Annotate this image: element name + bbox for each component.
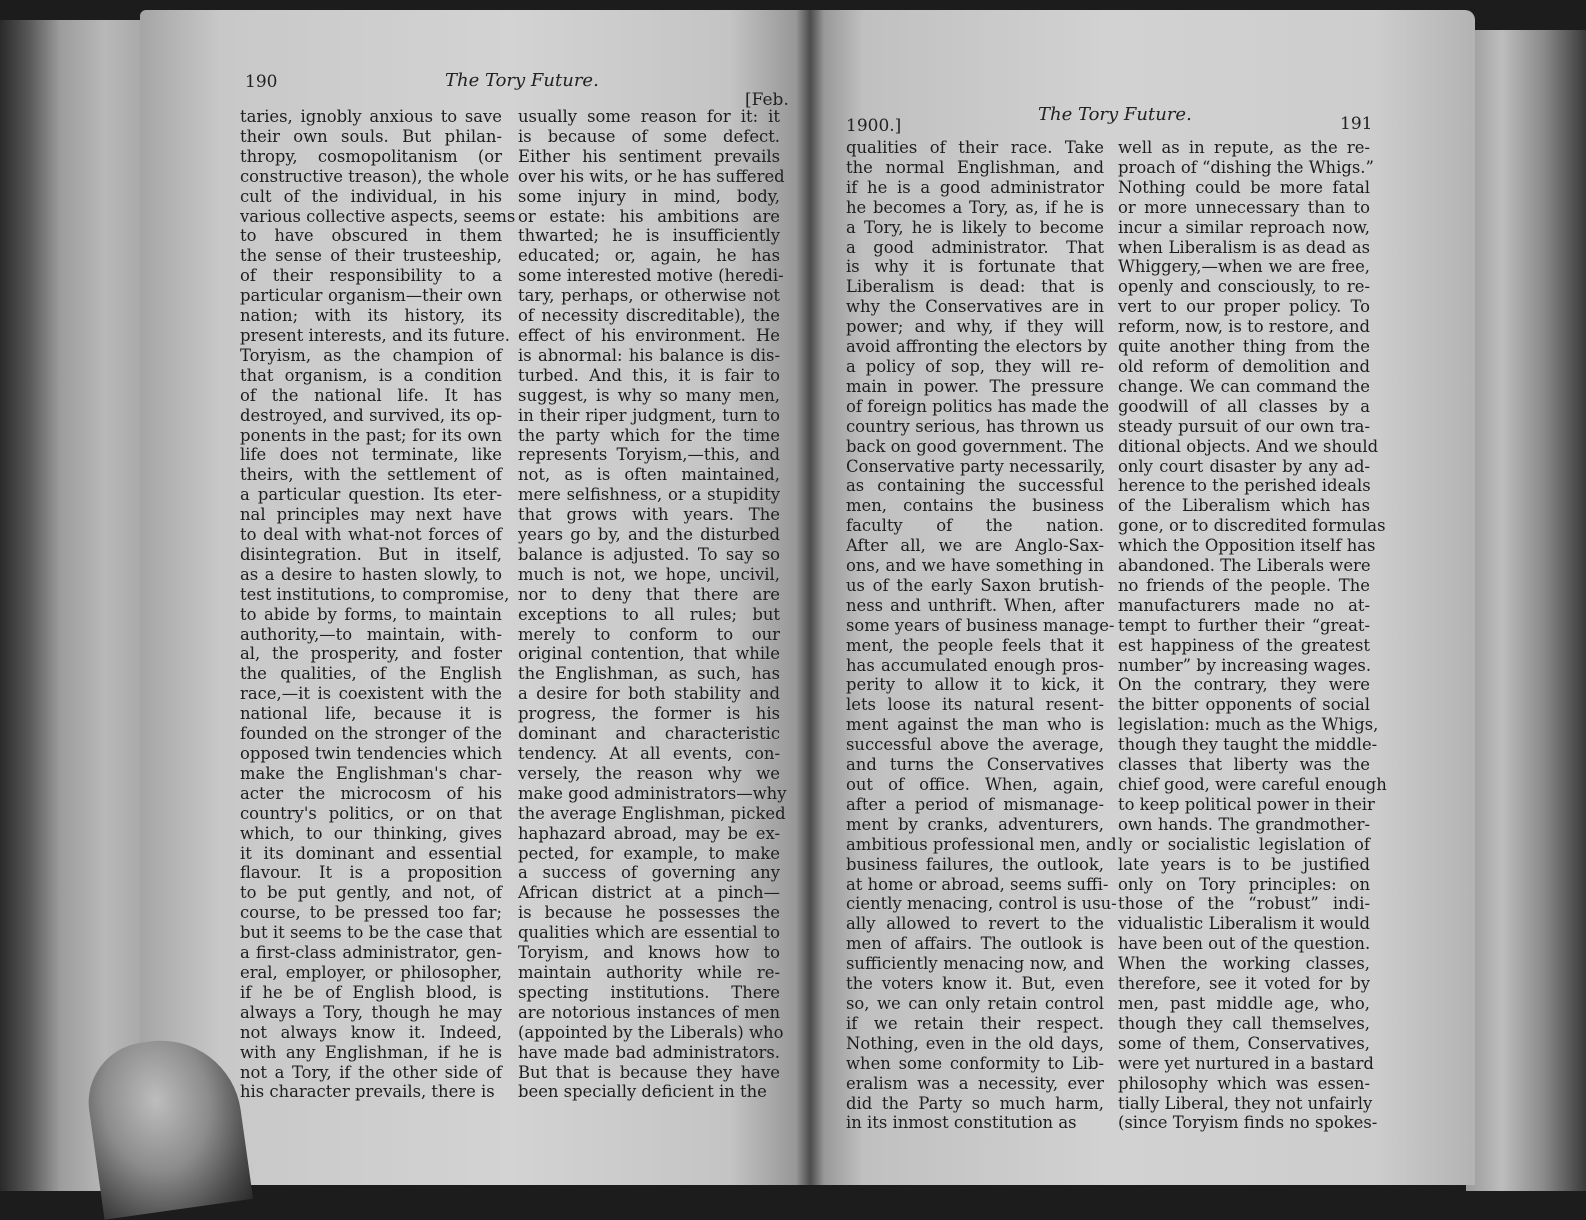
text-line: Either his sentiment prevails [518,146,780,166]
text-line: men of affairs. The outlook is [846,934,1104,954]
right-page-number: 191 [1340,114,1373,134]
text-line: ambitious professional men, and [846,834,1117,854]
text-line: thropy, cosmopolitanism (or [240,146,502,166]
text-line: is why it is fortunate that [846,257,1104,277]
text-line: eralism was a necessity, ever [846,1073,1104,1093]
text-line: legislation: much as the Whigs, [1118,715,1379,735]
left-page [140,10,810,1185]
text-line: why the Conservatives are in [846,297,1104,317]
text-line: men, past middle age, who, [1118,993,1370,1013]
text-line: specting institutions. There [518,982,780,1002]
text-line: a Tory, he is likely to become [846,217,1104,237]
text-line: with any Englishman, if he is [240,1042,502,1062]
text-line: have been out of the question. [1118,934,1371,954]
text-line: suggest, is why so many men, [518,385,780,405]
text-line: if he be of English blood, is [240,982,502,1002]
text-line: the Englishman, as such, has [518,664,780,684]
text-line: incur a similar reproach now, [1118,217,1370,237]
text-line: the normal Englishman, and [846,157,1104,177]
text-line: therefore, see it voted for by [1118,974,1370,994]
text-line: openly and consciously, to re- [1118,277,1370,297]
text-line: faculty of the nation. [846,516,1104,536]
text-line: some injury in mind, body, [518,186,780,206]
right-page-edges [1466,30,1586,1191]
text-line: Toryism, as the champion of [240,345,502,365]
text-line: a success of governing any [518,863,780,883]
text-line: On the contrary, they were [1118,675,1370,695]
book-gutter [796,10,824,1185]
text-line: the average Englishman, picked [518,803,786,823]
text-line: make good administrators—why [518,783,787,803]
right-column-2 [1118,138,1387,1133]
text-line: are notorious instances of men [518,1002,780,1022]
text-line: main in power. The pressure [846,376,1104,396]
text-line: is because he possesses the [518,903,780,923]
text-line: tendency. At all events, con- [518,744,780,763]
text-line: always a Tory, though he may [240,1002,502,1022]
text-line: lets loose its natural resent- [846,695,1104,715]
text-line: over his wits, or he has suffered [518,166,785,186]
text-line: Nothing, even in the old days, [846,1033,1104,1053]
text-line: us of the early Saxon brutish- [846,575,1104,595]
text-line: or more unnecessary than to [1118,197,1370,217]
text-line: thwarted; he is insufficiently [518,226,780,246]
text-line: which the Opposition itself has [1118,536,1376,556]
text-line: only court disaster by any ad- [1118,456,1370,476]
text-line: various collective aspects, seems [240,206,516,226]
text-line: qualities which are essential to [518,923,780,943]
text-line: ment by cranks, adventurers, [846,814,1104,834]
left-date-mark: [Feb. [745,90,789,110]
text-line: in their riper judgment, turn to [518,405,780,425]
text-line: successful above the average, [846,735,1104,755]
text-line: vert to our proper policy. To [1118,297,1370,317]
text-line: and turns the Conservatives [846,755,1104,775]
text-line: When the working classes, [1118,954,1370,974]
text-line: in its inmost constitution as [846,1113,1077,1133]
text-line: to be put gently, and not, of [240,883,502,903]
text-line: national life, because it is [240,704,502,724]
text-line: business failures, the outlook, [846,854,1104,874]
text-line: After all, we are Anglo-Sax- [846,536,1104,556]
text-line: did the Party so much harm, [846,1093,1104,1113]
text-line: particular organism—their own [240,286,502,306]
text-line: of the national life. It has [240,385,502,405]
text-line: Nothing could be more fatal [1118,177,1370,197]
text-line: Whiggery,—when we are free, [1118,257,1370,277]
text-line: abandoned. The Liberals were [1118,556,1371,576]
text-line: balance is adjusted. To say so [518,544,780,564]
text-line: nation; with its history, its [240,306,502,326]
text-line: out of office. When, again, [846,775,1104,794]
text-line: as a desire to hasten slowly, to [240,564,502,584]
text-line: ciently menacing, control is usu- [846,894,1117,914]
text-line: Conservative party necessarily, [846,456,1106,476]
text-line: flavour. It is a proposition [240,863,502,883]
text-line: ment against the man who is [846,715,1104,735]
text-line: the party which for the time [518,425,780,445]
text-line: constructive treason), the whole [240,166,510,186]
text-line: when Liberalism is as dead as [1118,237,1370,257]
text-line: ment, the people feels that it [846,635,1104,655]
text-line: the voters know it. But, even [846,974,1104,994]
text-line: men, contains the business [846,496,1104,516]
text-line: ly or socialistic legislation of [1118,834,1370,854]
text-line: gone, or to discredited formulas [1118,516,1386,536]
text-line: have made bad administrators. [518,1042,780,1062]
text-line: own hands. The grandmother- [1118,814,1370,834]
text-line: change. We can command the [1118,376,1370,396]
text-line: sufficiently menacing now, and [846,954,1104,974]
text-line: a good administrator. That [846,237,1104,257]
text-line: of the Liberalism which has [1118,496,1370,516]
text-line: some of them, Conservatives, [1118,1033,1370,1053]
text-line: quite another thing from the [1118,337,1370,357]
text-line: merely to conform to our [518,624,780,644]
left-column-2 [518,107,787,1102]
text-line: turbed. And this, it is fair to [518,365,780,385]
text-line: country serious, has thrown us [846,416,1104,436]
text-line: theirs, with the settlement of [240,465,502,485]
text-line: of foreign politics has made the [846,396,1110,416]
text-line: make the Englishman's char- [240,763,502,783]
text-line: as containing the successful [846,476,1104,496]
text-line: al, the prosperity, and foster [240,644,502,664]
text-line: been specially deficient in the [518,1082,767,1102]
text-line: is because of some defect. [518,126,780,146]
text-line: progress, the former is his [518,704,780,724]
text-line: ness and unthrift. When, after [846,595,1104,615]
text-line: the sense of their trusteeship, [240,246,502,266]
text-line: or estate: his ambitions are [518,206,780,226]
text-line: when some conformity to Lib- [846,1053,1104,1073]
text-line: test institutions, to compromise, [240,584,510,604]
text-line: represents Toryism,—this, and [518,445,780,465]
text-line: mere selfishness, or a stupidity [518,485,780,505]
right-page [810,10,1475,1185]
text-line: not always know it. Indeed, [240,1022,502,1042]
text-line: versely, the reason why we [518,763,780,783]
text-line: exceptions to all rules; but [518,604,780,624]
right-date-mark: 1900.] [846,116,902,136]
text-line: pected, for example, to make [518,843,780,863]
text-line: qualities of their race. Take [846,138,1104,157]
text-line: not a Tory, if the other side of [240,1062,502,1082]
text-line: of necessity discreditable), the [518,306,780,326]
left-page-edges [0,20,150,1191]
text-line: reform, now, is to restore, and [1118,317,1370,337]
text-line: years go by, and the disturbed [518,525,780,545]
text-line: a first-class administrator, gen- [240,943,502,963]
text-line: which, to our thinking, gives [240,823,502,843]
text-line: those of the “robust” indi- [1118,894,1370,914]
left-running-title: The Tory Future. [445,70,599,91]
text-line: were yet nurtured in a bastard [1118,1053,1374,1073]
text-line: at home or abroad, seems suffi- [846,874,1109,894]
text-line: educated; or, again, he has [518,246,780,266]
left-page-number: 190 [245,72,278,92]
text-line: ponents in the past; for its own [240,425,502,445]
text-line: but it seems to be the case that [240,923,502,943]
text-line: no friends of the people. The [1118,575,1370,595]
right-running-title: The Tory Future. [1038,104,1192,125]
text-line: maintain authority while re- [518,962,780,982]
right-column-1 [846,138,1117,1133]
text-line: usually some reason for it: it [518,107,780,126]
text-line: the bitter opponents of social [1118,695,1370,715]
text-line: vidualistic Liberalism it would [1118,914,1370,934]
text-line: destroyed, and survived, its op- [240,405,502,425]
text-line: race,—it is coexistent with the [240,684,502,704]
text-line: avoid affronting the electors by [846,337,1108,357]
text-line: acter the microcosm of his [240,783,502,803]
text-line: ally allowed to revert to the [846,914,1104,934]
text-line: opposed twin tendencies which [240,744,502,763]
text-line: some years of business manage- [846,615,1115,635]
text-line: authority,—to maintain, with- [240,624,502,644]
text-line: nal principles may next have [240,505,502,525]
text-line: much is not, we hope, uncivil, [518,564,780,584]
text-line: ditional objects. And we should [1118,436,1379,456]
text-line: perity to allow it to kick, it [846,675,1104,695]
text-line: that organism, is a condition [240,365,502,385]
text-line: philosophy which was essen- [1118,1073,1370,1093]
text-line: tially Liberal, they not unfairly [1118,1093,1373,1113]
text-line: life does not terminate, like [240,445,502,465]
text-line: only on Tory principles: on [1118,874,1370,894]
text-line: their own souls. But philan- [240,126,502,146]
text-line: goodwill of all classes by a [1118,396,1370,416]
text-line: dominant and characteristic [518,724,780,744]
text-line: Toryism, and knows how to [518,943,780,963]
text-line: though they call themselves, [1118,1013,1370,1033]
text-line: But that is because they have [518,1062,780,1082]
text-line: has accumulated enough pros- [846,655,1104,675]
text-line: to abide by forms, to maintain [240,604,502,624]
text-line: though they taught the middle- [1118,735,1378,755]
text-line: his character prevails, there is [240,1082,495,1102]
text-line: country's politics, or on that [240,803,502,823]
text-line: (appointed by the Liberals) who [518,1022,784,1042]
text-line: well as in repute, as the re- [1118,138,1370,157]
text-line: herence to the perished ideals [1118,476,1371,496]
text-line: old reform of demolition and [1118,356,1370,376]
text-line: disintegration. But in itself, [240,544,502,564]
text-line: steady pursuit of our own tra- [1118,416,1370,436]
text-line: the qualities, of the English [240,664,502,684]
text-line: African district at a pinch— [518,883,780,903]
text-line: late years is to be justified [1118,854,1370,874]
text-line: number” by increasing wages. [1118,655,1372,675]
text-line: course, to be pressed too far; [240,903,502,923]
left-column-1 [240,107,516,1102]
text-line: ons, and we have something in [846,556,1104,576]
text-line: not, as is often maintained, [518,465,780,485]
text-line: taries, ignobly anxious to save [240,107,502,126]
text-line: a desire for both stability and [518,684,780,704]
text-line: tary, perhaps, or otherwise not [518,286,780,306]
text-line: so, we can only retain control [846,993,1104,1013]
text-line: original contention, that while [518,644,780,664]
text-line: tempt to further their “great- [1118,615,1370,635]
text-line: a policy of sop, they will re- [846,356,1104,376]
text-line: it its dominant and essential [240,843,502,863]
text-line: present interests, and its future. [240,325,510,345]
text-line: Liberalism is dead: that is [846,277,1104,297]
text-line: a particular question. Its eter- [240,485,502,505]
text-line: some interested motive (heredi- [518,266,784,286]
text-line: eral, employer, or philosopher, [240,962,502,982]
text-line: classes that liberty was the [1118,755,1370,775]
text-line: (since Toryism finds no spokes- [1118,1113,1378,1133]
text-line: if we retain their respect. [846,1013,1104,1033]
text-line: after a period of mismanage- [846,794,1104,814]
text-line: to keep political power in their [1118,794,1375,814]
text-line: is abnormal: his balance is dis- [518,345,780,365]
text-line: est happiness of the greatest [1118,635,1370,655]
text-line: manufacturers made no at- [1118,595,1370,615]
text-line: to deal with what-not forces of [240,525,502,545]
text-line: founded on the stronger of the [240,724,502,744]
text-line: haphazard abroad, may be ex- [518,823,780,843]
text-line: proach of “dishing the Whigs.” [1118,157,1374,177]
text-line: power; and why, if they will [846,317,1104,337]
text-line: effect of his environment. He [518,325,780,345]
text-line: nor to deny that there are [518,584,780,604]
text-line: if he is a good administrator [846,177,1104,197]
text-line: of their responsibility to a [240,266,502,286]
text-line: that grows with years. The [518,505,780,525]
text-line: to have obscured in them [240,226,502,246]
text-line: back on good government. The [846,436,1104,456]
text-line: cult of the individual, in his [240,186,502,206]
text-line: chief good, were careful enough [1118,775,1387,794]
text-line: he becomes a Tory, as, if he is [846,197,1104,217]
